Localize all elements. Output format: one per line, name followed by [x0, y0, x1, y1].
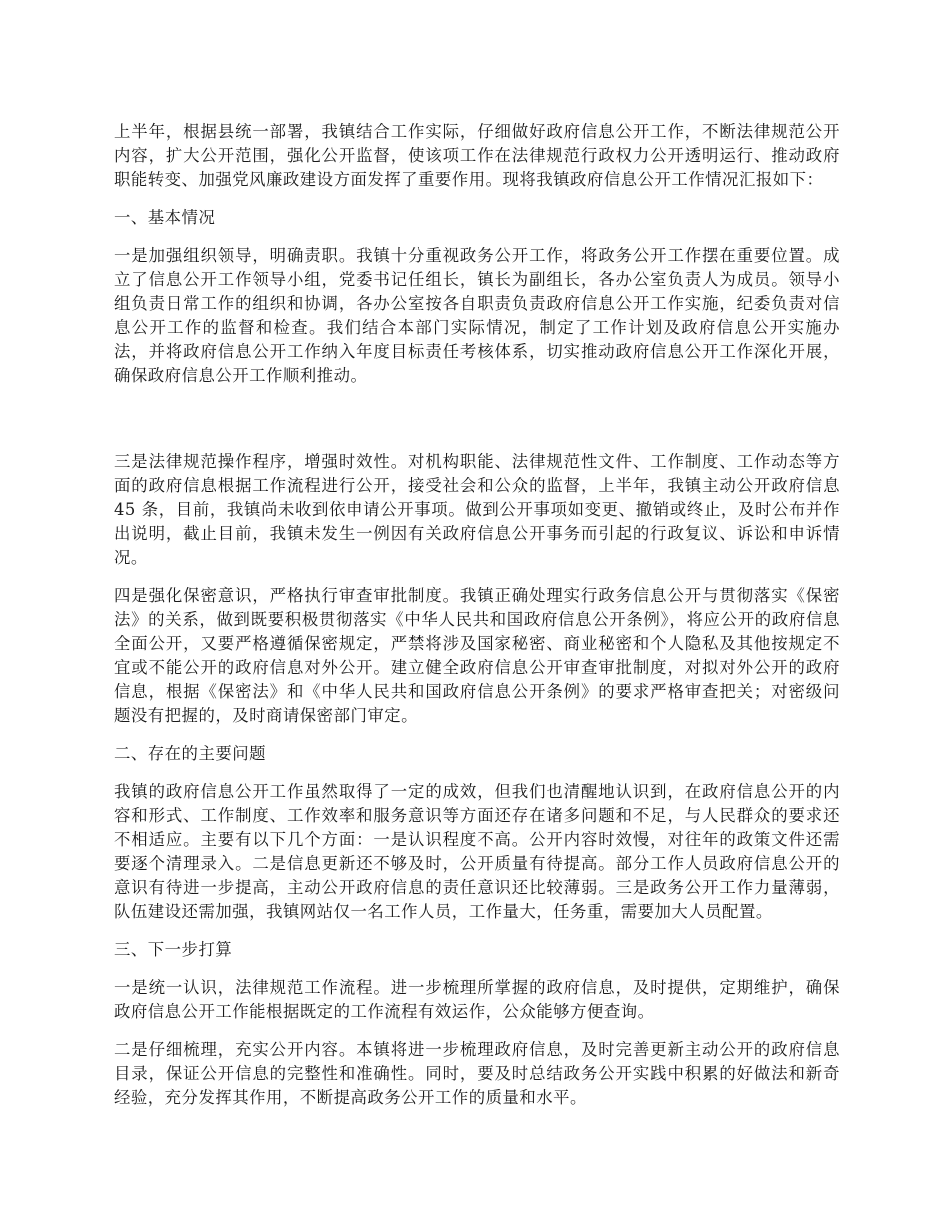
- paragraph-organization-leadership: 一是加强组织领导，明确责职。我镇十分重视政务公开工作，将政务公开工作摆在重要位置。成立了信息公开工作领导小组，党委书记任组长，镇长为副组长，各办公室负责人为成员。领导小组负责日常工作的组织和协调，各办公室按各自职责负责政府信息公开工作实施，纪委负责对信息公开工作的监督和检查。我们结合本部门实际情况，制定了工作计划及政府信息公开实施办法，并将政府信息公开工作纳入年度目标责任考核体系，切实推动政府信息公开工作深化开展，确保政府信息公开工作顺利推动。: [114, 246, 840, 385]
- paragraph-enrich-content: 二是仔细梳理，充实公开内容。本镇将进一步梳理政府信息，及时完善更新主动公开的政府信息目录，保证公开信息的完整性和准确性。同时，要及时总结政务公开实践中积累的好做法和新奇经验，充分发挥其作用，不断提高政务公开工作的质量和水平。: [114, 1040, 840, 1107]
- paragraph-confidentiality-review: 四是强化保密意识，严格执行审查审批制度。我镇正确处理实行政务信息公开与贯彻落实《保密法》的关系，做到既要积极贯彻落实《中华人民共和国政府信息公开条例》，将应公开的政府信息全面公开，又要严格遵循保密规定，严禁将涉及国家秘密、商业秘密和个人隐私及其他按规定不宜或不能公开的政府信息对外公开。建立健全政府信息公开审查审批制度，对拟对外公开的政府信息，根据《保密法》和《中华人民共和国政府信息公开条例》的要求严格审查把关；对密级问题没有把握的，及时商请保密部门审定。: [114, 586, 840, 725]
- section-heading-next-steps: 三、下一步打算: [114, 940, 233, 959]
- paragraph-unify-workflow: 一是统一认识，法律规范工作流程。进一步梳理所掌握的政府信息，及时提供，定期维护，确保政府信息公开工作能根据既定的工作流程有效运作，公众能够方便查询。: [114, 978, 840, 1021]
- document-body: [114, 120, 840, 1124]
- intro-paragraph: 上半年，根据县统一部署，我镇结合工作实际，仔细做好政府信息公开工作，不断法律规范公开内容，扩大公开范围，强化公开监督，使该项工作在法律规范行政权力公开透明运行、推动政府职能转变、加强党风廉政建设方面发挥了重要作用。现将我镇政府信息公开工作情况汇报如下：: [114, 122, 840, 189]
- section-heading-basic-situation: 一、基本情况: [114, 208, 216, 227]
- paragraph-procedure-timeliness: 三是法律规范操作程序，增强时效性。对机构职能、法律规范性文件、工作制度、工作动态等方面的政府信息根据工作流程进行公开，接受社会和公众的监督，上半年，我镇主动公开政府信息 45 条，目前，我镇尚未收到依申请公开事项。做到公开事项如变更、撤销或终止，及时公布并作出说明，截止目前，我镇未发生一例因有关政府信息公开事务而引起的行政复议、诉讼和申诉情况。: [114, 452, 840, 567]
- section-heading-main-problems: 二、存在的主要问题: [114, 744, 267, 763]
- paragraph-problems: 我镇的政府信息公开工作虽然取得了一定的成效，但我们也清醒地认识到，在政府信息公开的内容和形式、工作制度、工作效率和服务意识等方面还存在诸多问题和不足，与人民群众的要求还不相适应。主要有以下几个方面：一是认识程度不高。公开内容时效慢，对往年的政策文件还需要逐个清理录入。二是信息更新还不够及时，公开质量有待提高。部分工作人员政府信息公开的意识有待进一步提高，主动公开政府信息的责任意识还比较薄弱。三是政务公开工作力量薄弱，队伍建设还需加强，我镇网站仅一名工作人员，工作量大，任务重，需要加大人员配置。: [114, 782, 840, 921]
